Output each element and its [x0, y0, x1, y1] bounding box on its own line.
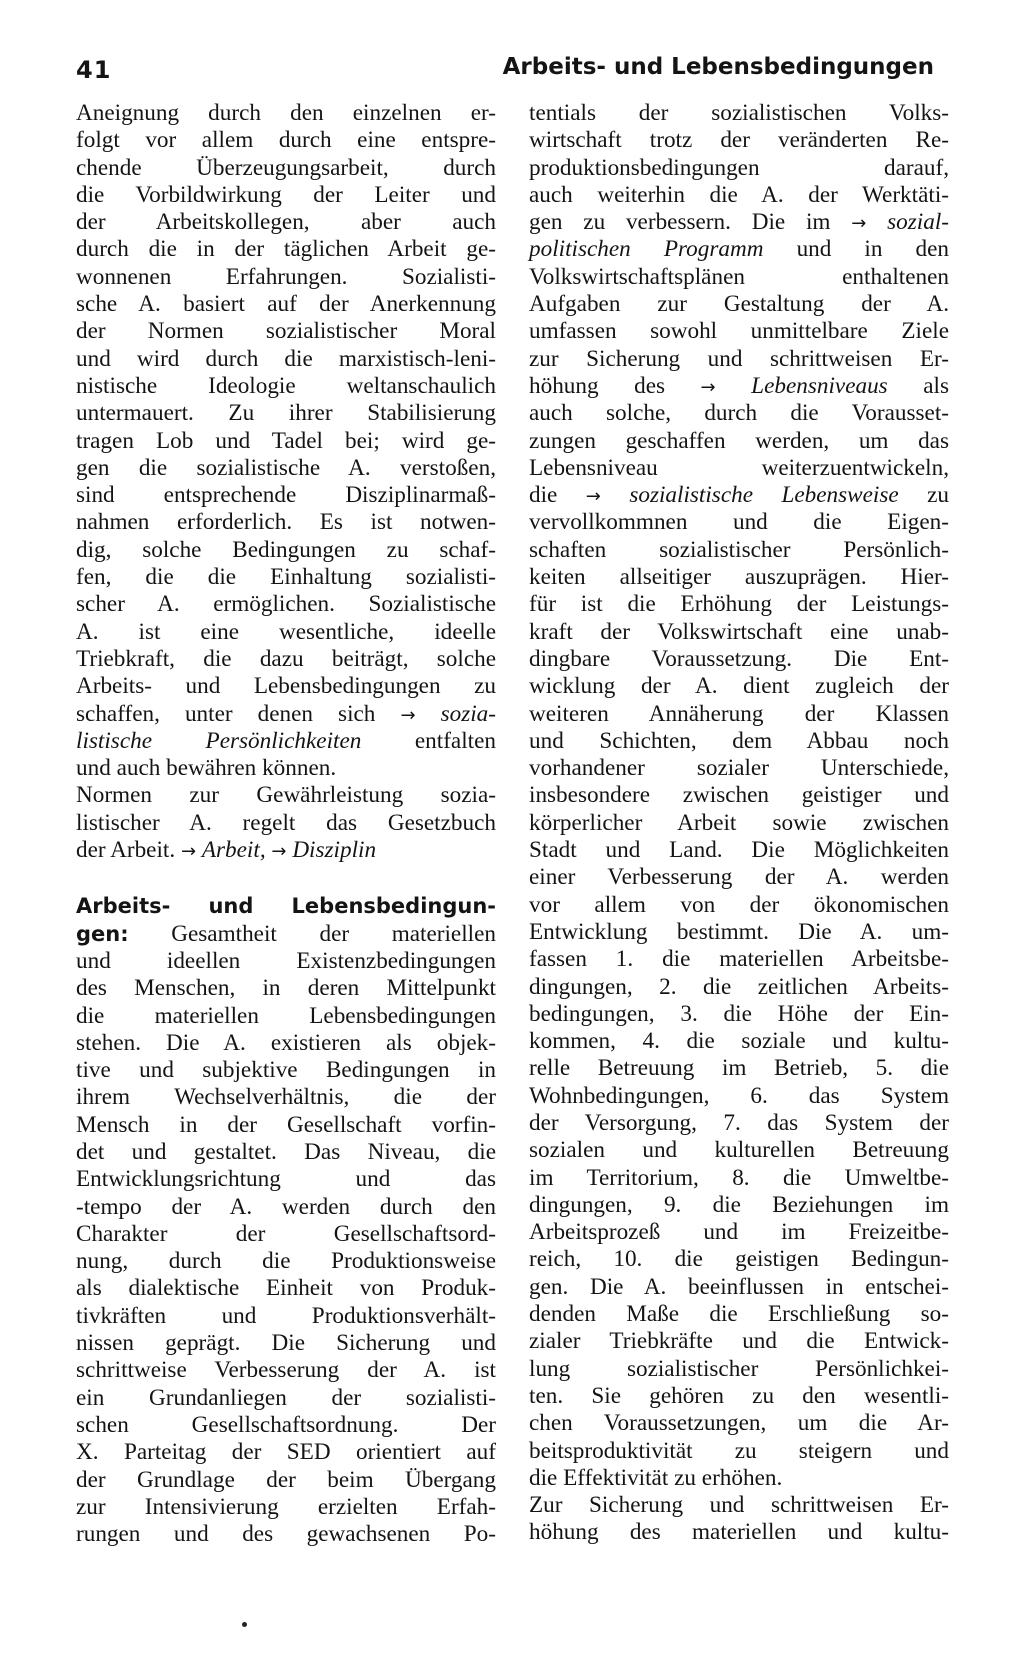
text-line: im Territorium, 8. die Umweltbe-	[529, 1164, 949, 1191]
text-line: gen. Die A. beeinflussen in entschei-	[529, 1273, 949, 1300]
text-line: nissen geprägt. Die Sicherung und	[76, 1330, 496, 1357]
cross-reference-arrow-icon: →	[180, 841, 197, 863]
text-line: vor allem von der ökonomischen	[529, 891, 949, 918]
text-line: umfassen sowohl unmittelbare Ziele	[529, 318, 949, 345]
text-line: tive und subjektive Bedingungen in	[76, 1057, 496, 1084]
text-line: rungen und des gewachsenen Po-	[76, 1521, 496, 1548]
text-line: körperlicher Arbeit sowie zwischen	[529, 809, 949, 836]
text-line: Arbeitsprozeß und im Freizeitbe-	[529, 1219, 949, 1246]
text-line: beitsproduktivität zu steigern und	[529, 1437, 949, 1464]
text-line: als dialektische Einheit von Produk-	[76, 1275, 496, 1302]
text-line: Stadt und Land. Die Möglichkeiten	[529, 837, 949, 864]
page-header	[0, 50, 1024, 90]
text-line: A. ist eine wesentliche, ideelle	[76, 618, 496, 645]
text-line: tentials der sozialistischen Volks-	[529, 100, 949, 126]
text-line: X. Parteitag der SED orientiert auf	[76, 1439, 496, 1466]
cross-reference-link[interactable]: listische Persönlichkeiten	[76, 727, 362, 754]
text-line: lung sozialistischer Persönlichkei-	[529, 1355, 949, 1382]
entry-definition-text	[529, 400, 949, 482]
cross-reference-link[interactable]: Arbeit,	[201, 837, 266, 864]
text-line: Normen zur Gewährleistung sozia-	[76, 782, 496, 809]
text-line: kommen, 4. die soziale und kultu-	[529, 1028, 949, 1055]
text-line: durch die in der täglichen Arbeit ge-	[76, 236, 496, 263]
text-line: schrittweise Verbesserung der A. ist	[76, 1357, 496, 1384]
cross-reference-arrow-icon: →	[400, 704, 416, 726]
text-line: vorhandener sozialer Unterschiede,	[529, 755, 949, 782]
text-line: und auch bewähren können.	[76, 755, 337, 782]
text-line: und wird durch die marxistisch-leni-	[76, 345, 496, 372]
text-line: die Vorbildwirkung der Leiter und	[76, 181, 496, 208]
entry-definition-text	[529, 100, 949, 209]
text-line: sozialen und kulturellen Betreuung	[529, 1137, 949, 1164]
text-line: zur Sicherung und schrittweisen Er-	[529, 345, 949, 372]
text-line: Entwicklungsrichtung und das	[76, 1166, 496, 1193]
text-line: sind entsprechende Disziplinarmaß-	[76, 482, 496, 509]
text-line: der Arbeitskollegen, aber auch	[76, 209, 496, 236]
text-line: zungen geschaffen werden, um das	[529, 427, 949, 454]
text-line: nung, durch die Produktionsweise	[76, 1248, 496, 1275]
text-line: vervollkommnen und die Eigen-	[529, 509, 949, 536]
text-line: wicklung der A. dient zugleich der	[529, 673, 949, 700]
text-line: schaffen, unter denen sich → sozia-	[76, 700, 496, 727]
text-line: ten. Sie gehören zu den wesentli-	[529, 1382, 949, 1409]
text-line: für ist die Erhöhung der Leistungs-	[529, 591, 949, 618]
entry-headword: gen:	[76, 921, 129, 946]
entry-definition-text	[529, 509, 949, 1546]
text-line: der Arbeit. → Arbeit, → Disziplin	[76, 837, 377, 864]
cross-reference-link[interactable]: politischen Programm	[529, 236, 764, 263]
text-line: Aneignung durch den einzelnen er-	[76, 100, 496, 126]
text-line: stehen. Die A. existieren als objek-	[76, 1029, 496, 1056]
text-line: listischer A. regelt das Gesetzbuch	[76, 809, 496, 836]
entry-separator	[76, 864, 496, 893]
text-line: dig, solche Bedingungen zu schaf-	[76, 536, 496, 563]
text-line: die → sozialistische Lebensweise zu	[529, 482, 949, 509]
text-line: zialer Triebkräfte und die Entwick-	[529, 1328, 949, 1355]
cross-reference-arrow-icon: →	[271, 841, 287, 863]
text-line: wonnenen Erfahrungen. Sozialisti-	[76, 263, 496, 290]
text-line: gen: Gesamtheit der materiellen	[76, 920, 496, 947]
entry-headword: Arbeits- und Lebensbedingun-	[76, 894, 496, 919]
text-line: chende Überzeugungsarbeit, durch	[76, 154, 496, 181]
text-line: insbesondere zwischen geistiger und	[529, 782, 949, 809]
text-line: schen Gesellschaftsordnung. Der	[76, 1411, 496, 1438]
text-line: weiteren Annäherung der Klassen	[529, 700, 949, 727]
text-line: chen Voraussetzungen, um die Ar-	[529, 1410, 949, 1437]
text-line: nahmen erforderlich. Es ist notwen-	[76, 509, 496, 536]
text-line: schaften sozialistischer Persönlich-	[529, 536, 949, 563]
text-line: die materiellen Lebensbedingungen	[76, 1002, 496, 1029]
cross-reference-link[interactable]: sozial-	[887, 209, 949, 236]
text-line: tragen Lob und Tadel bei; wird ge-	[76, 427, 496, 454]
text-line: nistische Ideologie weltanschaulich	[76, 372, 496, 399]
text-line: einer Verbesserung der A. werden	[529, 864, 949, 891]
text-line: Mensch in der Gesellschaft vorfin-	[76, 1111, 496, 1138]
text-line: -tempo der A. werden durch den	[76, 1193, 496, 1220]
text-line: gen zu verbessern. Die im → sozial-	[529, 209, 949, 236]
text-line: auch weiterhin die A. der Werktäti-	[529, 181, 949, 208]
cross-reference-link[interactable]: Lebensniveaus	[751, 372, 888, 399]
text-line: und Schichten, dem Abbau noch	[529, 727, 949, 754]
text-line: Volkswirtschaftsplänen enthaltenen	[529, 263, 949, 290]
text-line: fen, die die Einhaltung sozialisti-	[76, 564, 496, 591]
text-line: Charakter der Gesellschaftsord-	[76, 1220, 496, 1247]
right-column	[529, 100, 949, 1547]
text-line: des Menschen, in deren Mittelpunkt	[76, 975, 496, 1002]
text-line: det und gestaltet. Das Niveau, die	[76, 1138, 496, 1165]
text-line: Arbeits- und Lebensbedingungen zu	[76, 673, 496, 700]
entry-headword-line	[76, 893, 496, 920]
text-line: Aufgaben zur Gestaltung der A.	[529, 291, 949, 318]
text-line: und ideellen Existenzbedingungen	[76, 947, 496, 974]
text-line: bedingungen, 3. die Höhe der Ein-	[529, 1000, 949, 1027]
left-column	[76, 100, 496, 1548]
text-line: auch solche, durch die Vorausset-	[529, 400, 949, 427]
text-line: reich, 10. die geistigen Bedingun-	[529, 1246, 949, 1273]
text-line: untermauert. Zu ihrer Stabilisierung	[76, 400, 496, 427]
entry-definition-text	[529, 264, 949, 373]
text-line: der Grundlage der beim Übergang	[76, 1466, 496, 1493]
text-line: fassen 1. die materiellen Arbeitsbe-	[529, 946, 949, 973]
text-line: dingungen, 2. die zeitlichen Arbeits-	[529, 973, 949, 1000]
text-line: der Normen sozialistischer Moral	[76, 318, 496, 345]
print-speck	[242, 1622, 247, 1627]
text-line: Triebkraft, die dazu beiträgt, solche	[76, 645, 496, 672]
continued-entry-text	[76, 100, 496, 701]
text-line: keiten allseitiger auszuprägen. Hier-	[529, 564, 949, 591]
text-line: der Versorgung, 7. das System der	[529, 1109, 949, 1136]
running-head: Arbeits- und Lebensbedingungen	[502, 54, 934, 80]
cross-reference-arrow-icon: →	[585, 486, 601, 508]
text-line: wirtschaft trotz der veränderten Re-	[529, 127, 949, 154]
text-line: dingungen, 9. die Beziehungen im	[529, 1191, 949, 1218]
cross-reference-arrow-icon: →	[851, 213, 867, 235]
text-line: kraft der Volkswirtschaft eine unab-	[529, 618, 949, 645]
text-line: produktionsbedingungen darauf,	[529, 154, 949, 181]
text-line: Lebensniveau weiterzuentwickeln,	[529, 454, 949, 481]
text-line: ein Grundanliegen der sozialisti-	[76, 1384, 496, 1411]
text-line: Entwicklung bestimmt. Die A. um-	[529, 918, 949, 945]
text-line: tivkräften und Produktionsverhält-	[76, 1302, 496, 1329]
page-number: 41	[76, 56, 112, 84]
text-line: zur Intensivierung erzielten Erfah-	[76, 1493, 496, 1520]
text-line: höhung des → Lebensniveaus als	[529, 372, 949, 399]
text-line: gen die sozialistische A. verstoßen,	[76, 454, 496, 481]
text-line: denden Maße die Erschließung so-	[529, 1301, 949, 1328]
text-line: Zur Sicherung und schrittweisen Er-	[529, 1492, 949, 1519]
cross-reference-link[interactable]: Disziplin	[292, 837, 377, 864]
text-line: höhung des materiellen und kultu-	[529, 1519, 949, 1546]
text-line: folgt vor allem durch eine entspre-	[76, 127, 496, 154]
text-line: relle Betreuung im Betrieb, 5. die	[529, 1055, 949, 1082]
cross-reference-link[interactable]: sozialistische Lebensweise	[629, 482, 899, 509]
cross-reference-link[interactable]: sozia-	[440, 700, 496, 727]
entry-definition-text	[76, 948, 496, 1549]
text-line: sche A. basiert auf der Anerkennung	[76, 291, 496, 318]
text-line: dingbare Voraussetzung. Die Ent-	[529, 645, 949, 672]
text-line: Wohnbedingungen, 6. das System	[529, 1082, 949, 1109]
text-line: die Effektivität zu erhöhen.	[529, 1464, 783, 1491]
text-line: ihrem Wechselverhältnis, die der	[76, 1084, 496, 1111]
cross-reference-arrow-icon: →	[700, 376, 716, 398]
text-line: listische Persönlichkeiten entfalten	[76, 727, 496, 754]
text-line: scher A. ermöglichen. Sozialistische	[76, 591, 496, 618]
text-line: politischen Programm und in den	[529, 236, 950, 263]
